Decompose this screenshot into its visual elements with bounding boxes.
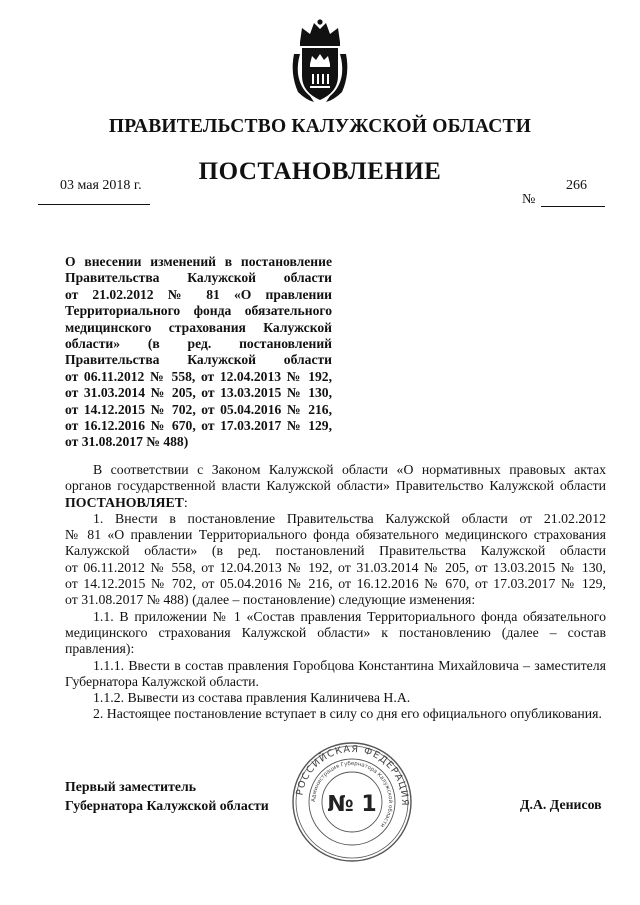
seal-inner-text: Администрация Губернатора Калужской области [310,760,394,829]
item-1-1-1-line: 1.1.1. Ввести в состав правления Горобцова Константина Михайловича – заместителя [93,657,606,673]
item-1-1-2: 1.1.2. Вывести из состава правления Калиничева Н.А. [93,690,411,706]
subject-line: Правительства Калужской области [65,270,332,286]
signatory-position [65,777,269,815]
subject-line: от 16.12.2016 № 670, от 17.03.2017 № 129, [65,418,332,434]
item-1-line: 1. Внести в постановление Правительства Калужской области от 21.02.2012 [93,510,606,526]
item-1-1-line: 1.1. В приложении № 1 «Состав правления Территориального фонда обязательного [93,608,606,624]
item-1-1-line: правления): [65,641,135,657]
preamble-line: органов государственной власти Калужской области» Правительство Калужской области [65,478,606,494]
subject-line: от 31.03.2014 № 205, от 13.03.2015 № 130, [65,385,332,401]
subject-line: от 14.12.2015 № 702, от 05.04.2016 № 216, [65,401,332,417]
item-2: 2. Настоящее постановление вступает в силу со дня его официального опубликования. [93,706,602,722]
subject-line: от 06.11.2012 № 558, от 12.04.2013 № 192, [65,368,332,384]
official-seal-stamp [290,740,414,864]
subject-line: медицинского страхования Калужской [65,319,332,335]
subject-line: О внесении изменений в постановление [65,254,332,269]
seal-outer-text: РОССИЙСКАЯ ФЕДЕРАЦИЯ [294,743,411,807]
position-line: Губернатора Калужской области [65,798,269,813]
item-1-line: Калужской области» (в ред. постановлений Правительства Калужской области [65,543,606,559]
item-1-1-1-line: Губернатора Калужской области. [65,673,259,689]
document-number: 266 [566,178,587,193]
government-title: ПРАВИТЕЛЬСТВО КАЛУЖСКОЙ ОБЛАСТИ [108,116,532,137]
resolves-keyword: ПОСТАНОВЛЯЕТ [65,494,184,510]
subject-line: области» (в ред. постановлений [65,336,332,352]
item-1-1-line: медицинского страхования Калужской области» к постановлению (далее – состав [65,624,606,640]
document-subject [65,254,332,451]
kaluga-coat-of-arms-icon [288,18,352,106]
document-type-title: ПОСТАНОВЛЕНИЕ [198,158,442,185]
date-underline [38,204,150,205]
subject-line: Территориального фонда обязательного [65,303,332,319]
item-1-line: от 06.11.2012 № 558, от 12.04.2013 № 192, от 31.03.2014 № 205, от 13.03.2015 № 130, [65,559,606,575]
item-1-line: № 81 «О правлении Территориального фонда обязательного медицинского страхования [65,527,606,543]
item-1-line: от 14.12.2015 № 702, от 05.04.2016 № 216, от 16.12.2016 № 670, от 17.03.2017 № 129, [65,576,606,592]
number-underline [541,206,605,207]
subject-line: от 31.08.2017 № 488) [65,434,189,450]
resolves-line [65,495,606,511]
document-body [65,462,606,723]
number-sign: № [522,192,536,207]
resolves-colon: : [183,494,188,510]
signatory-name: Д.А. Денисов [520,797,602,812]
item-1-line: от 31.08.2017 № 488) (далее – постановление) следующие изменения: [65,592,476,608]
subject-line: от 21.02.2012 № 81 «О правлении [65,286,332,302]
position-line: Первый заместитель [65,779,197,794]
seal-number: № 1 [327,792,377,817]
preamble-line: В соответствии с Законом Калужской области «О нормативных правовых актах [93,462,606,477]
subject-line: Правительства Калужской области [65,352,332,368]
document-date: 03 мая 2018 г. [60,178,142,193]
